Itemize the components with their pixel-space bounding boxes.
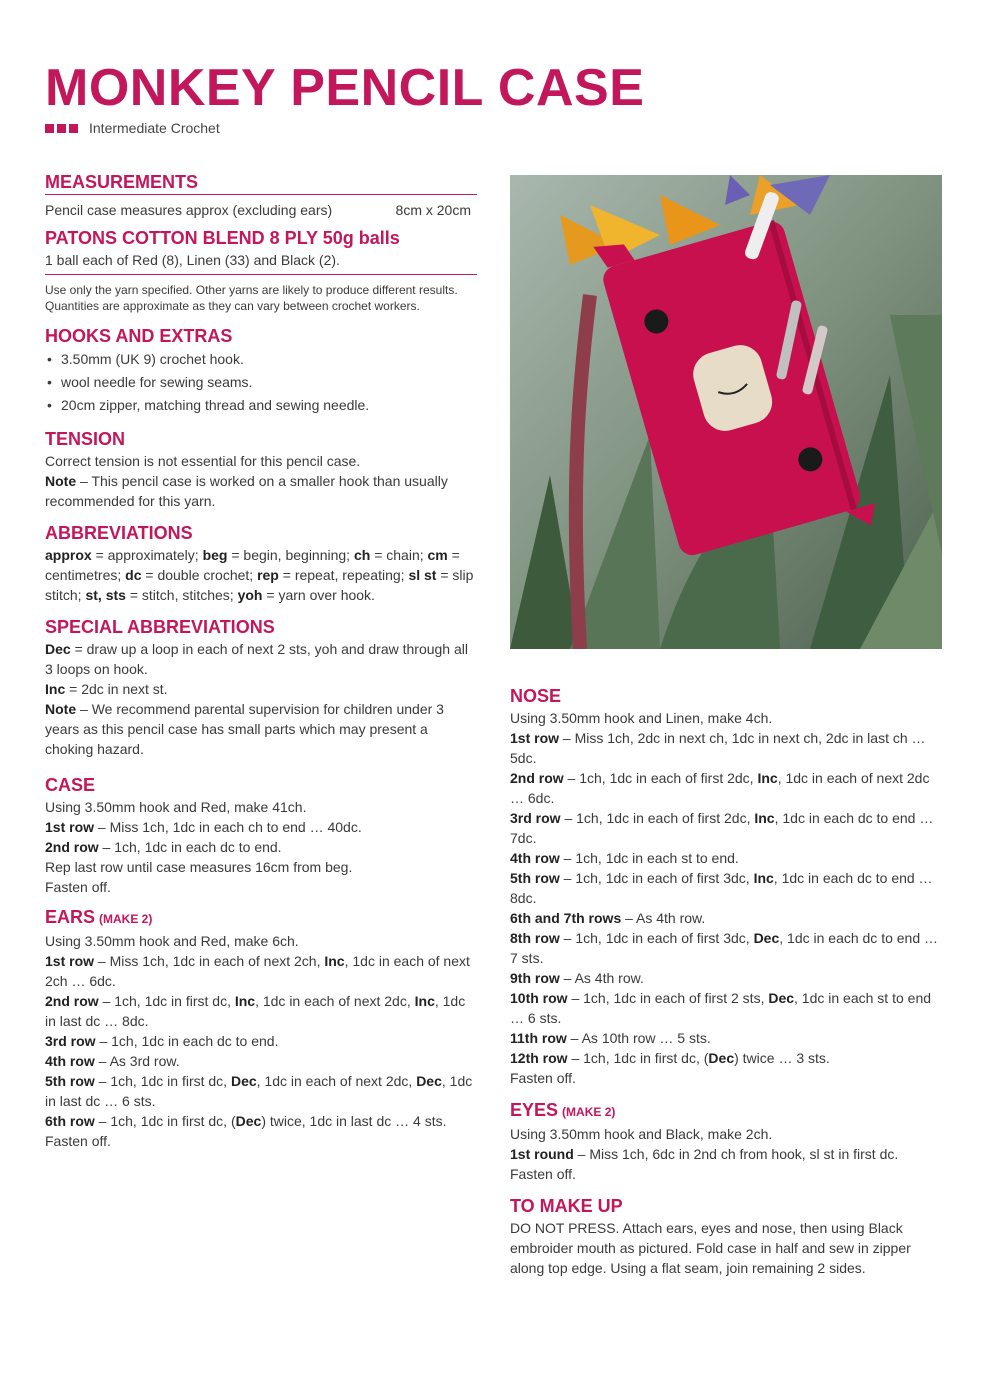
instruction-line: Using 3.50mm hook and Black, make 2ch.	[510, 1126, 773, 1142]
instruction-line: 3rd row – 1ch, 1dc in each dc to end.	[45, 1033, 279, 1049]
instruction-line: 2nd row – 1ch, 1dc in each dc to end.	[45, 839, 282, 855]
instruction-line: 9th row – As 4th row.	[510, 970, 644, 986]
hooks-list	[45, 348, 477, 417]
instruction-line: Fasten off.	[510, 1070, 576, 1086]
special-abbreviations-heading: SPECIAL ABBREVIATIONS	[45, 617, 275, 637]
instruction-line: 1st round – Miss 1ch, 6dc in 2nd ch from hook, sl st in first dc.	[510, 1146, 899, 1162]
instruction-line: Rep last row until case measures 16cm from beg.	[45, 859, 353, 875]
special-abbreviations-text	[45, 639, 477, 759]
instruction-line: 6th row – 1ch, 1dc in first dc, (Dec) twice, 1dc in last dc … 4 sts.	[45, 1113, 447, 1129]
instruction-line: Fasten off.	[510, 1166, 576, 1182]
instruction-line: 6th and 7th rows – As 4th row.	[510, 910, 706, 926]
abbreviations-heading: ABBREVIATIONS	[45, 523, 193, 543]
skill-level-label: Intermediate Crochet	[89, 120, 220, 136]
special-abbreviation-line: Inc = 2dc in next st.	[45, 681, 168, 697]
level-square-icon	[45, 124, 54, 133]
eyes-heading: EYES (MAKE 2)	[510, 1100, 616, 1120]
instruction-line: 4th row – 1ch, 1dc in each st to end.	[510, 850, 739, 866]
measurements-heading: MEASUREMENTS	[45, 170, 477, 195]
instruction-line: 3rd row – 1ch, 1dc in each of first 2dc, Inc, 1dc in each dc to end … 7dc.	[510, 810, 934, 846]
instruction-line: 5th row – 1ch, 1dc in first dc, Dec, 1dc in each of next 2dc, Dec, 1dc in last dc … 6 sts.	[45, 1073, 473, 1109]
instruction-line: 1st row – Miss 1ch, 1dc in each of next 2ch, Inc, 1dc in each of next 2ch … 6dc.	[45, 953, 470, 989]
instruction-line: 11th row – As 10th row … 5 sts.	[510, 1030, 711, 1046]
special-abbreviation-line: Dec = draw up a loop in each of next 2 sts, yoh and draw through all 3 loops on hook.	[45, 641, 468, 677]
page-title: MONKEY PENCIL CASE	[45, 59, 645, 117]
ears-instructions	[45, 931, 477, 1151]
instruction-line: 2nd row – 1ch, 1dc in each of first 2dc, Inc, 1dc in each of next 2dc … 6dc.	[510, 770, 930, 806]
case-instructions	[45, 797, 477, 897]
nose-instructions	[510, 708, 942, 1088]
instruction-line: Using 3.50mm hook and Linen, make 4ch.	[510, 710, 773, 726]
make-up-text: DO NOT PRESS. Attach ears, eyes and nose, then using Black embroider mouth as pictured. Fold case in half and sew in zipper along top edge. Using a flat seam, join remaining 2 sides.	[510, 1220, 911, 1276]
case-heading: CASE	[45, 775, 96, 795]
hooks-list-item: • wool needle for sewing seams.	[45, 371, 477, 394]
yarn-text: 1 ball each of Red (8), Linen (33) and Black (2).	[45, 250, 477, 275]
ears-heading: EARS (MAKE 2)	[45, 907, 153, 927]
tension-text: Correct tension is not essential for this pencil case.	[45, 453, 361, 469]
instruction-line: 1st row – Miss 1ch, 1dc in each ch to end … 40dc.	[45, 819, 362, 835]
instruction-line: 12th row – 1ch, 1dc in first dc, (Dec) twice … 3 sts.	[510, 1050, 830, 1066]
tension-heading: TENSION	[45, 429, 126, 449]
yarn-note-1: Use only the yarn specified. Other yarns are likely to produce different results.	[45, 283, 458, 297]
yarn-heading: PATONS COTTON BLEND 8 PLY 50g balls	[45, 228, 400, 248]
measurements-label: Pencil case measures approx (excluding ears)	[45, 202, 333, 218]
make-up-heading: TO MAKE UP	[510, 1196, 623, 1216]
instruction-line: 4th row – As 3rd row.	[45, 1053, 180, 1069]
hooks-list-item: • 20cm zipper, matching thread and sewing needle.	[45, 394, 477, 417]
hooks-heading: HOOKS AND EXTRAS	[45, 326, 233, 346]
special-abbreviation-line: Note – We recommend parental supervision for children under 3 years as this pencil case has small parts which may present a choking hazard.	[45, 701, 444, 757]
tension-note: Note – This pencil case is worked on a smaller hook than usually recommended for this yarn.	[45, 473, 448, 509]
yarn-note-2: Quantities are approximate as they can vary between crochet workers.	[45, 299, 420, 313]
skill-level	[45, 120, 220, 136]
left-column	[45, 170, 477, 1151]
measurements-value: 8cm x 20cm	[395, 202, 471, 218]
instruction-line: Fasten off.	[45, 879, 111, 895]
hooks-list-item: • 3.50mm (UK 9) crochet hook.	[45, 348, 477, 371]
instruction-line: Using 3.50mm hook and Red, make 6ch.	[45, 933, 299, 949]
instruction-line: 10th row – 1ch, 1dc in each of first 2 sts, Dec, 1dc in each st to end … 6 sts.	[510, 990, 932, 1026]
instruction-line: 1st row – Miss 1ch, 2dc in next ch, 1dc in next ch, 2dc in last ch … 5dc.	[510, 730, 926, 766]
instruction-line: 8th row – 1ch, 1dc in each of first 3dc, Dec, 1dc in each dc to end … 7 sts.	[510, 930, 939, 966]
product-photo	[510, 175, 942, 649]
abbreviations-text: approx = approximately; beg = begin, beginning; ch = chain; cm = centimetres; dc = double crochet; rep = repeat, repeating; sl st = slip stitch; st, sts = stitch, stitches; yoh = yarn over hook.	[45, 547, 474, 603]
instruction-line: Fasten off.	[45, 1133, 111, 1149]
right-column	[510, 684, 942, 1278]
nose-heading: NOSE	[510, 686, 562, 706]
eyes-instructions	[510, 1124, 942, 1184]
level-square-icon	[69, 124, 78, 133]
instruction-line: 2nd row – 1ch, 1dc in first dc, Inc, 1dc in each of next 2dc, Inc, 1dc in last dc … 8dc.	[45, 993, 466, 1029]
instruction-line: 5th row – 1ch, 1dc in each of first 3dc, Inc, 1dc in each dc to end … 8dc.	[510, 870, 933, 906]
level-square-icon	[57, 124, 66, 133]
measurements-row	[45, 200, 477, 220]
instruction-line: Using 3.50mm hook and Red, make 41ch.	[45, 799, 307, 815]
